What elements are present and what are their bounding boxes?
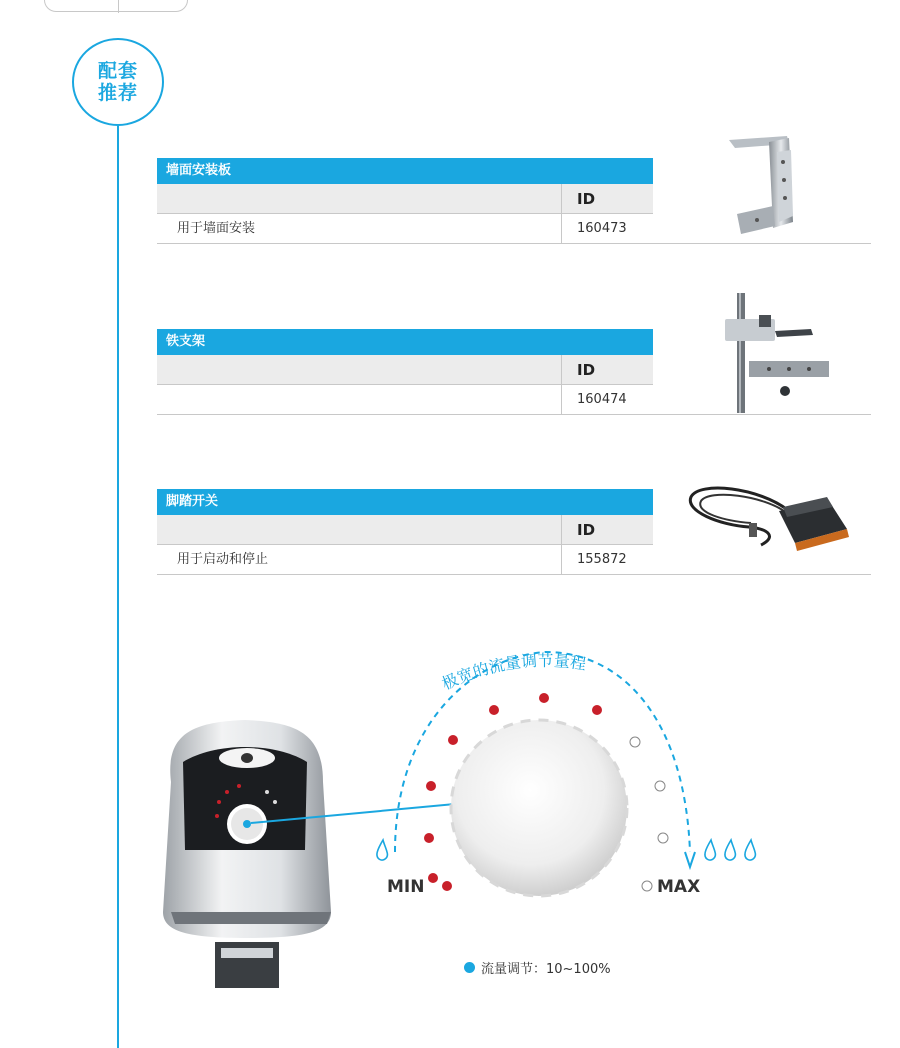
product-id-header-row xyxy=(157,184,653,214)
product-title: 铁支架 xyxy=(157,329,653,355)
product-wall-mount xyxy=(157,158,871,248)
product-description: 用于墙面安装 xyxy=(177,221,256,236)
flow-caption xyxy=(464,958,611,977)
section-badge xyxy=(72,38,164,126)
product-iron-stand xyxy=(157,329,871,419)
badge-line-1: 配套 xyxy=(97,60,138,82)
product-id: 155872 xyxy=(577,552,627,567)
product-foot-switch xyxy=(157,489,871,579)
top-tab-fragment xyxy=(44,0,188,12)
id-column-header: ID xyxy=(577,521,596,539)
product-id: 160474 xyxy=(577,392,627,407)
iron-stand-image xyxy=(719,293,839,415)
product-id-header-row xyxy=(157,355,653,385)
id-column-header: ID xyxy=(577,361,596,379)
min-label: MIN xyxy=(387,877,425,897)
foot-switch-image xyxy=(679,467,859,567)
id-column-header: ID xyxy=(577,190,596,208)
product-title: 墙面安装板 xyxy=(157,158,653,184)
flow-range-arc-label: 极宽的流量调节量程 xyxy=(438,650,588,694)
product-id: 160473 xyxy=(577,221,627,236)
badge-line-2: 推荐 xyxy=(97,82,138,104)
flow-caption-text: 流量调节：10~100% xyxy=(481,962,611,977)
flow-dial-illustration xyxy=(155,612,775,1002)
product-title: 脚踏开关 xyxy=(157,489,653,515)
product-id-header-row xyxy=(157,515,653,545)
pump-device-image xyxy=(163,720,331,988)
section-timeline xyxy=(117,126,119,1048)
bullet-dot-icon xyxy=(464,962,475,973)
wall-mount-bracket-image xyxy=(717,132,817,238)
max-label: MAX xyxy=(657,877,701,897)
product-description: 用于启动和停止 xyxy=(177,552,269,567)
